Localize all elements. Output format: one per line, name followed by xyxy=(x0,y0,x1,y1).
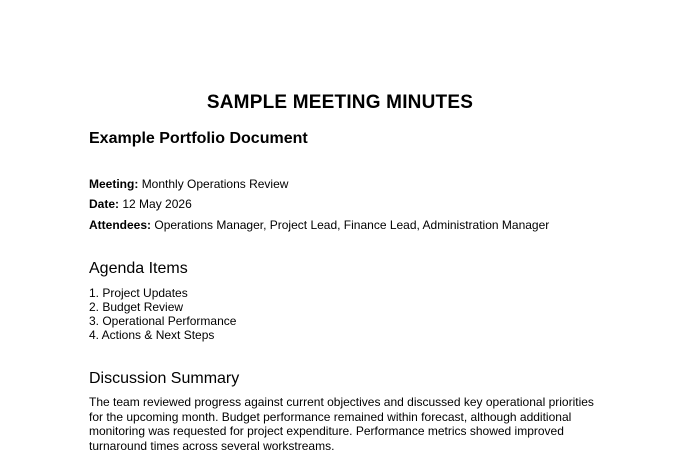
agenda-item: 3. Operational Performance xyxy=(89,314,237,328)
agenda-heading: Agenda Items xyxy=(89,260,188,277)
date-line xyxy=(89,196,192,212)
document-subtitle: Example Portfolio Document xyxy=(89,130,308,147)
date-label: Date: xyxy=(89,197,120,211)
agenda-item: 2. Budget Review xyxy=(89,300,184,314)
discussion-summary-text: The team reviewed progress against current objectives and discussed key operational priorities for the upcoming month. Budget performance remained within forecast, although additional monitoring was requested for project expenditure. Performance metrics showed improved turnaround times across several workstreams. xyxy=(89,395,594,453)
meeting-label: Meeting: xyxy=(89,177,139,191)
meeting-value: Monthly Operations Review xyxy=(141,177,289,191)
attendees-line xyxy=(89,217,549,233)
document-title: SAMPLE MEETING MINUTES xyxy=(206,92,474,113)
agenda-item: 4. Actions & Next Steps xyxy=(89,328,215,342)
agenda-item: 1. Project Updates xyxy=(89,286,188,300)
agenda-list xyxy=(89,286,236,342)
discussion-heading: Discussion Summary xyxy=(89,370,240,387)
attendees-value: Operations Manager, Project Lead, Finance Lead, Administration Manager xyxy=(154,218,550,232)
attendees-label: Attendees: xyxy=(89,218,152,232)
meeting-line xyxy=(89,176,288,192)
date-value: 12 May 2026 xyxy=(122,197,192,211)
